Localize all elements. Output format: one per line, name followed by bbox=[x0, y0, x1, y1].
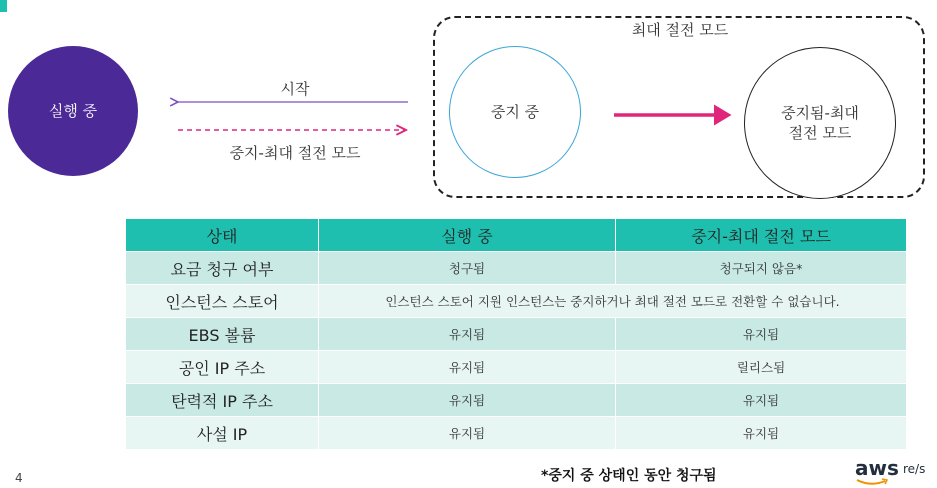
row-label: EBS 볼륨 bbox=[126, 318, 319, 351]
cell-hibernate: 청구되지 않음* bbox=[616, 252, 907, 285]
cell-running: 유지됨 bbox=[319, 318, 616, 351]
aws-logo-text: aws bbox=[855, 456, 899, 480]
state-stopped-line1: 중지됨-최대 bbox=[781, 103, 859, 122]
row-label: 요금 청구 여부 bbox=[126, 252, 319, 285]
table-header-row bbox=[126, 219, 907, 252]
table-row bbox=[126, 351, 907, 384]
state-stopping-label: 중지 중 bbox=[490, 102, 540, 121]
hibernate-group-label: 최대 절전 모드 bbox=[631, 21, 729, 39]
header-running: 실행 중 bbox=[319, 219, 616, 252]
state-comparison-table bbox=[125, 218, 907, 450]
start-edge-label: 시작 bbox=[280, 80, 310, 98]
state-running-label: 실행 중 bbox=[48, 101, 98, 120]
row-label: 인스턴스 스토어 bbox=[126, 285, 319, 318]
cell-running: 유지됨 bbox=[319, 351, 616, 384]
table-row bbox=[126, 252, 907, 285]
billing-footnote: *중지 중 상태인 동안 청구됨 bbox=[541, 468, 717, 484]
table-row bbox=[126, 417, 907, 450]
stop-hibernate-edge-label: 중지-최대 절전 모드 bbox=[229, 144, 361, 162]
table-row bbox=[126, 384, 907, 417]
table-row bbox=[126, 318, 907, 351]
cell-running: 유지됨 bbox=[319, 384, 616, 417]
state-stopped-line2: 절전 모드 bbox=[788, 124, 852, 142]
cell-hibernate: 릴리스됨 bbox=[616, 351, 907, 384]
cell-hibernate: 유지됨 bbox=[616, 318, 907, 351]
row-label: 탄력적 IP 주소 bbox=[126, 384, 319, 417]
row-label: 공인 IP 주소 bbox=[126, 351, 319, 384]
header-state: 상태 bbox=[126, 219, 319, 252]
cell-running: 유지됨 bbox=[319, 417, 616, 450]
event-logo-text: re/s bbox=[903, 462, 926, 476]
cell-hibernate: 유지됨 bbox=[616, 417, 907, 450]
row-label: 사설 IP bbox=[126, 417, 319, 450]
cell-hibernate: 유지됨 bbox=[616, 384, 907, 417]
header-hibernate: 중지-최대 절전 모드 bbox=[616, 219, 907, 252]
table-row bbox=[126, 285, 907, 318]
aws-logo bbox=[853, 456, 937, 487]
page-number: 4 bbox=[15, 471, 23, 485]
cell-running: 청구됨 bbox=[319, 252, 616, 285]
cell-merged: 인스턴스 스토어 지원 인스턴스는 중지하거나 최대 절전 모드로 전환할 수 없습니다. bbox=[319, 285, 907, 318]
